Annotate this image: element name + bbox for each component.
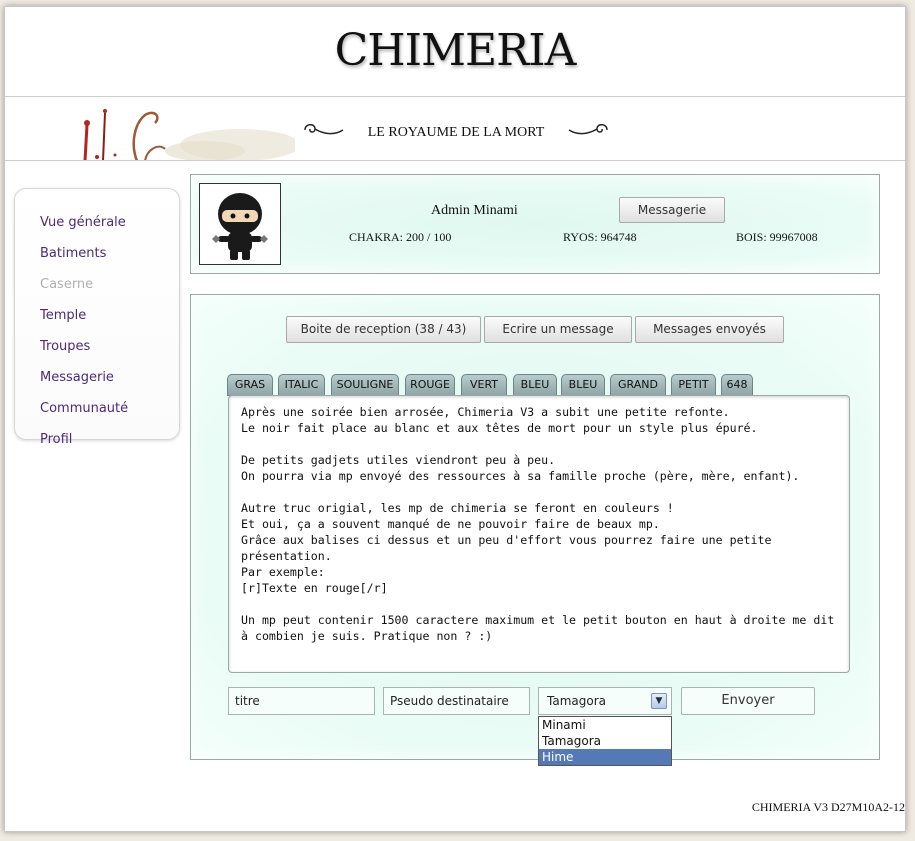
sidebar-item-batiments[interactable]: Batiments [40, 246, 107, 261]
format-tab-red[interactable]: ROUGE [405, 374, 455, 396]
format-tab-small[interactable]: PETIT [671, 374, 716, 396]
message-body-textarea[interactable]: Après une soirée bien arrosée, Chimeria V3 a subit une petite refonte. Le noir fait place au blanc et aux têtes de mort pour un style plus épuré. De petits gadjets utiles viendront peu à peu. On pourra via mp envoyé des ressources à sa famille proche (père, mère, enfant). Autre truc origial, les mp de chimeria se feront en couleurs ! Et oui, ça a souvent manqué de ne pouvoir faire de beaux mp. Grâce aux balises ci dessus et un peu d'effort vous pourrez faire une petite présentation. Par exemple: [r]Texte en rouge[/r] Un mp peut contenir 1500 caractere maximum et le petit bouton en haut à droite me dit à combien je suis. Pratique non ? :) [228, 395, 850, 673]
format-tab-blue-2[interactable]: BLEU [561, 374, 605, 396]
recipient-input[interactable]: Pseudo destinataire [383, 687, 530, 715]
format-tab-bold[interactable]: GRAS [227, 374, 273, 396]
chakra-stat: CHAKRA: 200 / 100 [349, 230, 452, 244]
recipient-select-value: Tamagora [547, 694, 606, 708]
banner-divider [5, 160, 905, 161]
format-tab-blue[interactable]: BLEU [513, 374, 557, 396]
sidebar-item-troupes[interactable]: Troupes [40, 339, 91, 354]
sent-messages-button[interactable]: Messages envoyés [635, 316, 784, 343]
header-divider [5, 96, 905, 97]
ryos-stat: RYOS: 964748 [563, 230, 637, 244]
recipient-dropdown-list [538, 716, 672, 766]
profile-panel [190, 174, 880, 274]
footer-version: CHIMERIA V3 D27M10A2-12 [751, 800, 905, 814]
char-count-tab[interactable]: 648 [721, 374, 753, 396]
scroll-ornament-right-icon [567, 119, 611, 141]
recipient-select[interactable] [538, 687, 672, 715]
send-button[interactable]: Envoyer [681, 687, 815, 715]
subtitle-text: LE ROYAUME DE LA MORT [367, 125, 545, 140]
format-tab-large[interactable]: GRAND [610, 374, 666, 396]
sidebar-nav [14, 188, 180, 447]
player-name: Admin Minami [431, 203, 518, 218]
format-tab-green[interactable]: VERT [461, 374, 507, 396]
ninja-avatar-icon [200, 184, 280, 264]
bois-stat: BOIS: 99967008 [736, 230, 818, 244]
avatar [199, 183, 281, 265]
sidebar-item-profil[interactable]: Profil [40, 432, 73, 447]
ink-splash-decoration [75, 103, 295, 161]
format-tab-underline[interactable]: SOULIGNE [331, 374, 399, 396]
subtitle-banner [301, 119, 611, 145]
format-tab-italic[interactable]: ITALIC [278, 374, 325, 396]
write-message-button[interactable]: Ecrire un message [484, 316, 632, 343]
dropdown-option-tamagora[interactable]: Tamagora [542, 734, 601, 748]
dropdown-option-minami[interactable]: Minami [542, 718, 586, 732]
sidebar-item-temple[interactable]: Temple [40, 308, 87, 323]
dropdown-option-hime[interactable]: Hime [539, 749, 671, 765]
site-title: CHIMERIA [334, 25, 576, 76]
sidebar-item-messagerie[interactable]: Messagerie [40, 370, 114, 385]
chevron-down-icon[interactable]: ▼ [651, 693, 667, 709]
sidebar-item-caserne: Caserne [40, 277, 94, 292]
sidebar-item-communaute[interactable]: Communauté [40, 401, 129, 416]
sidebar-item-vue-generale[interactable]: Vue générale [40, 215, 126, 230]
title-input[interactable]: titre [228, 687, 375, 715]
inbox-button[interactable]: Boite de reception (38 / 43) [286, 316, 481, 343]
messagerie-button[interactable]: Messagerie [619, 197, 725, 223]
